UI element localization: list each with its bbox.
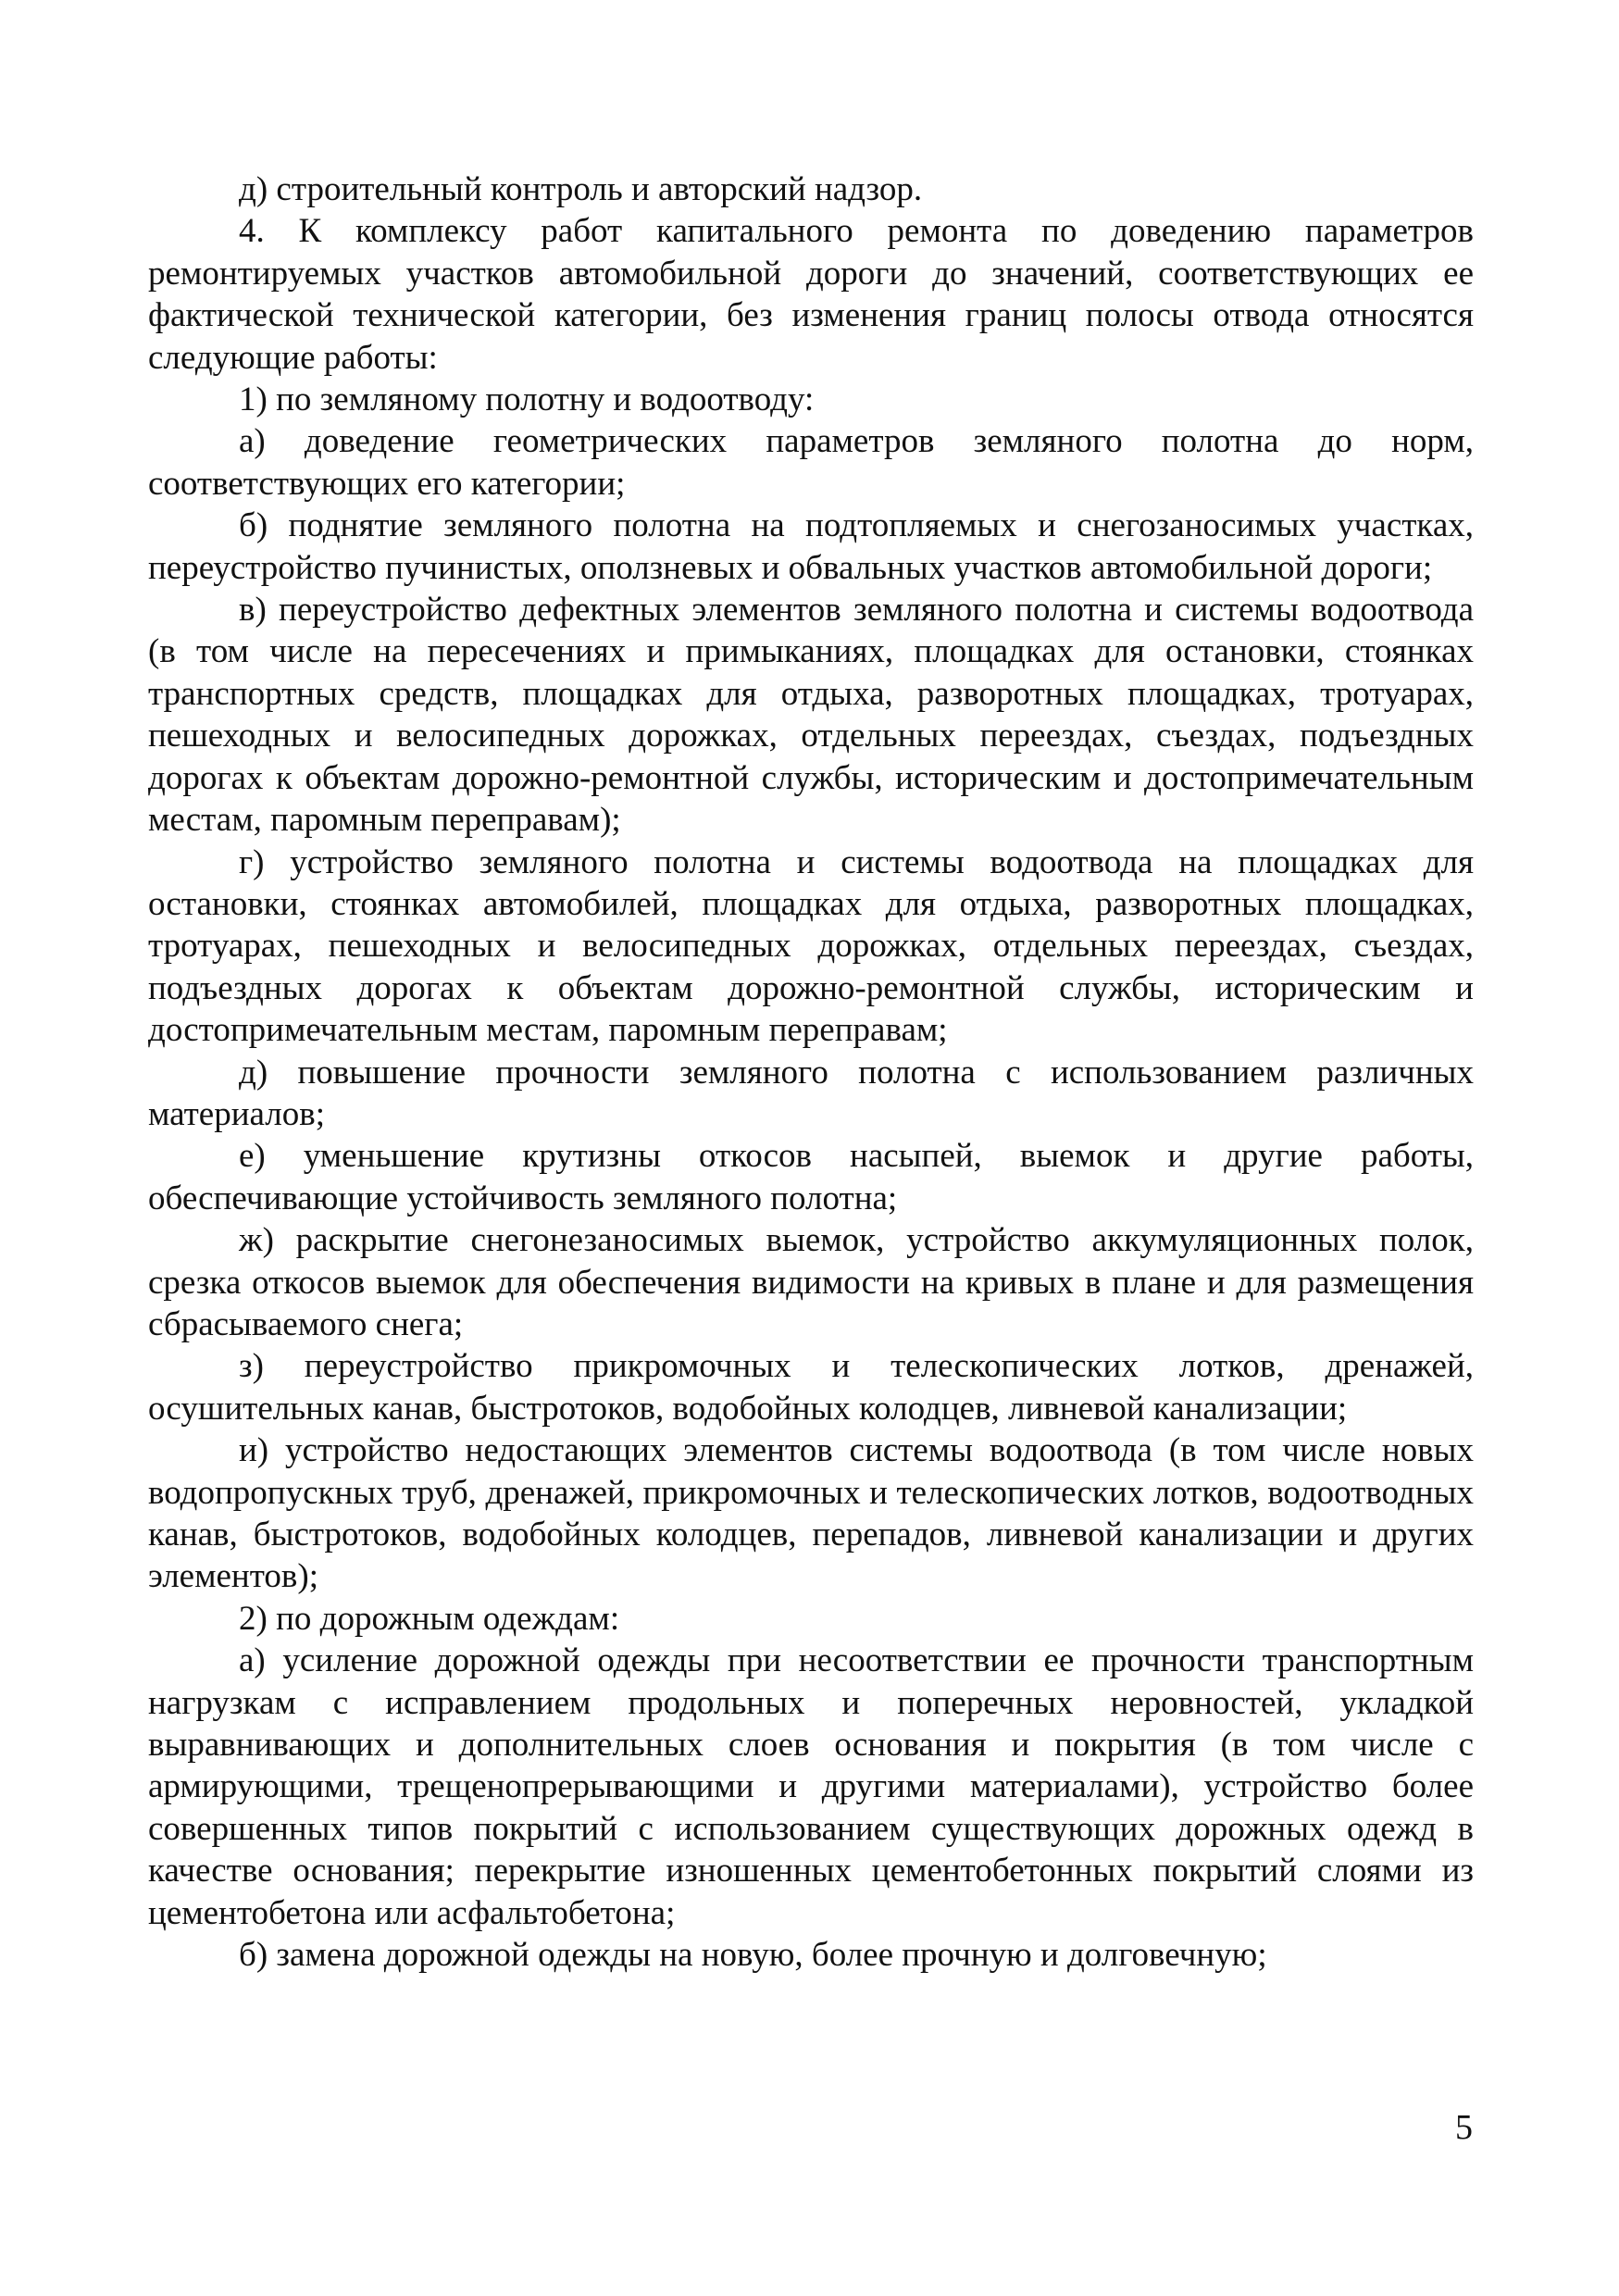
paragraph-item-b-raising: б) поднятие земляного полотна на подтопляемых и снегозаносимых участках, переустройство пучинистых, оползневых и обвальных участков автомобильной дороги; — [148, 506, 1474, 587]
paragraph-item-g-construction: г) устройство земляного полотна и системы водоотвода на площадках для остановки, стоянках автомобилей, площадках для отдыха, разворотных площадках, тротуарах, пешеходных и велосипедных дорожках, отдельных переездах, съездах, подъездных дорогах к объектам дорожно-ремонтной службы, историческим и достопримечательным местам, паромным переправам; — [148, 842, 1474, 1050]
paragraph-item-zh-cuttings: ж) раскрытие снегонезаносимых выемок, устройство аккумуляционных полок, срезка откосов выемок для обеспечения видимости на кривых в плане и для размещения сбрасываемого снега; — [148, 1221, 1474, 1343]
paragraph-subsection-1-earthwork: 1) по земляному полотну и водоотводу: — [239, 381, 815, 419]
paragraph-item-d-construction-control: д) строительный контроль и авторский надзор. — [239, 170, 923, 208]
paragraph-item-d-strength: д) повышение прочности земляного полотна с использованием различных материалов; — [148, 1053, 1474, 1133]
paragraph-item-e-slopes: е) уменьшение крутизны откосов насыпей, выемок и другие работы, обеспечивающие устойчивость земляного полотна; — [148, 1137, 1474, 1217]
paragraph-item-v-rebuilding: в) переустройство дефектных элементов земляного полотна и системы водоотвода (в том числе на пересечениях и примыканиях, площадках для остановки, стоянках транспортных средств, площадках для отдыха, разворотных площадках, тротуарах, пешеходных и велосипедных дорожках, отдельных переездах, съездах, подъездных дорогах к объектам дорожно-ремонтной службы, историческим и достопримечательным местам, паромным переправам); — [148, 591, 1474, 840]
paragraph-item-a-reinforcement: а) усиление дорожной одежды при несоответствии ее прочности транспортным нагрузкам с исправлением продольных и поперечных неровностей, укладкой выравнивающих и дополнительных слоев основания и покрытия (в том числе с армирующими, трещенопрерывающими и другими материалами), устройство более совершенных типов покрытий с использованием существующих дорожных одежд в качестве основания; перекрытие изношенных цементобетонных покрытий слоями из цементобетона или асфальтобетона; — [148, 1641, 1474, 1932]
paragraph-item-i-drainage: и) устройство недостающих элементов системы водоотвода (в том числе новых водопропускных труб, дренажей, прикромочных и телескопических лотков, водоотводных канав, быстротоков, водобойных колодцев, перепадов, ливневой канализации и других элементов); — [148, 1431, 1474, 1596]
paragraph-item-z-trays: з) переустройство прикромочных и телескопических лотков, дренажей, осушительных канав, быстротоков, водобойных колодцев, ливневой канализации; — [148, 1347, 1474, 1428]
paragraph-item-b-replacement: б) замена дорожной одежды на новую, более прочную и долговечную; — [239, 1936, 1267, 1975]
body-text — [148, 168, 1474, 1976]
paragraph-subsection-2-pavement: 2) по дорожным одеждам: — [239, 1599, 620, 1638]
page-number: 5 — [1455, 2108, 1473, 2147]
paragraph-section-4: 4. К комплексу работ капитального ремонта по доведению параметров ремонтируемых участков автомобильной дороги до значений, соответствующих ее фактической технической категории, без изменения границ полосы отвода относятся следующие работы: — [148, 212, 1474, 377]
paragraph-item-a-geometry: а) доведение геометрических параметров земляного полотна до норм, соответствующих его категории; — [148, 422, 1474, 503]
